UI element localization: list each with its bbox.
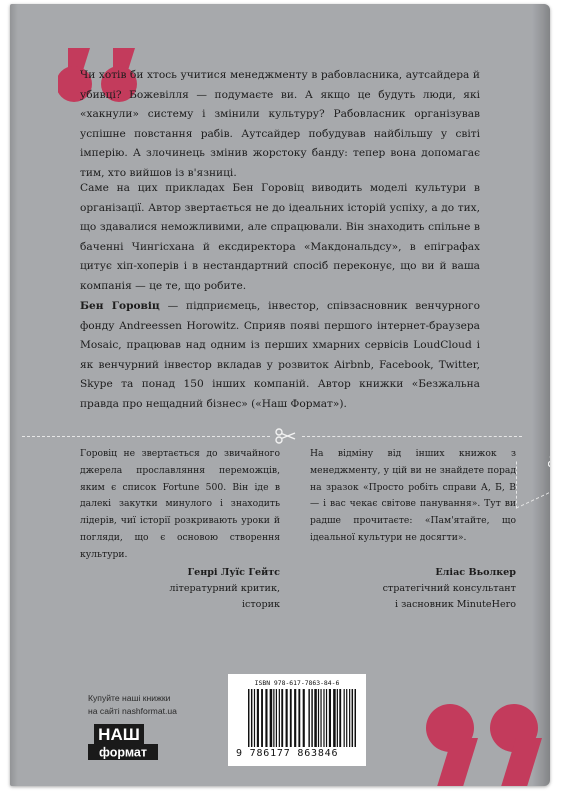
spine-shadow-left <box>10 4 18 786</box>
closing-quote-icon <box>422 698 550 786</box>
review-signature-1 <box>130 565 280 613</box>
author-name: Бен Горовіц <box>80 300 160 312</box>
scissors-icon <box>275 428 297 444</box>
review-text-1: Горовіц не звертається до звичайного джерела прославляння переможців, яким є список Fortune 500. Він іде в далекі закутки минулого і знаходить лідерів, чиї історії розкривають уроки й погляди, що є основою створення культури. <box>80 448 280 560</box>
spine-shadow-right <box>532 4 550 786</box>
cut-line-left <box>22 436 270 437</box>
promo-line-2: на сайті nashformat.ua <box>88 706 177 716</box>
description-paragraph-2: Саме на цих прикладах Бен Горовіц виводить моделі культури в організації. Автор звертається не до ідеальних історій успіху, а до тих, що здавалися неможливими, але спрацювали. Він знаходить спільне в баченні Чингісхана й ексдиректора «Макдональдсу», в епіграфах цитує хіп-хоперів і в нестандартний спосіб переконує, що ви й ваша компанія — це те, що робите. <box>80 182 480 292</box>
author-bio-text: — підприємець, інвестор, співзасновник венчурного фонду Andreessen Horowitz. Сприяв появі першого інтернет-браузера Mosaic, працював над одним із перших хмарних сервісів LoudCloud і як венчурний інвестор вкладав у розвиток Airbnb, Facebook, Twitter, Skype та понад 150 інших компаній. Автор книжки «Безжальна правда про нещадний бізнес» («Наш Формат»). <box>80 300 480 410</box>
reviewer-role-2-line-1: стратегічний консультант <box>382 583 516 594</box>
buy-promo <box>88 692 177 718</box>
description-paragraph-1: Чи хотів би хтось учитися менеджменту в рабовласника, аутсайдера й убивці? Божевілля — подумаєте ви. А якщо це будуть люди, які «хакнули» систему і змінили культуру? Рабовласник організував успішне повстання рабів. Аутсайдер побудував найбільшу у світі імперію. А злочинець змінив жорстоку банду: тепер вона допомагає тим, хто вийшов із в'язниці. <box>80 69 480 179</box>
publisher-logo <box>88 722 168 762</box>
cut-line-right <box>302 436 522 437</box>
promo-line-1: Купуйте наші книжки <box>88 693 171 703</box>
author-bio-paragraph <box>80 297 480 414</box>
reviewer-name-2: Еліас Вьолкер <box>435 567 516 578</box>
review-text-2: На відміну від інших книжок з менеджменту, у цій ви не знайдете порад на зразок «Просто робіть справи А, Б, В — і вас чекає світове панування». Тут ви радше прочитаєте: «Пам'ятайте, що ідеальної культури не досягти». <box>310 448 516 543</box>
barcode-bars <box>248 689 356 747</box>
back-cover <box>10 4 550 786</box>
barcode <box>228 674 366 766</box>
logo-top-text: НАШ <box>98 725 140 744</box>
reviewer-role-1: літературний критик, історик <box>169 583 280 610</box>
isbn-label: ISBN 978-617-7863-84-6 <box>254 679 340 687</box>
review-signature-2 <box>310 565 516 613</box>
barcode-number: 9 786177 863846 <box>236 748 339 759</box>
reviewer-name-1: Генрі Луїс Гейтс <box>187 567 280 578</box>
logo-bottom-text: формат <box>98 745 148 760</box>
reviewer-role-2-line-2: і засновник MinuteHero <box>394 599 516 610</box>
